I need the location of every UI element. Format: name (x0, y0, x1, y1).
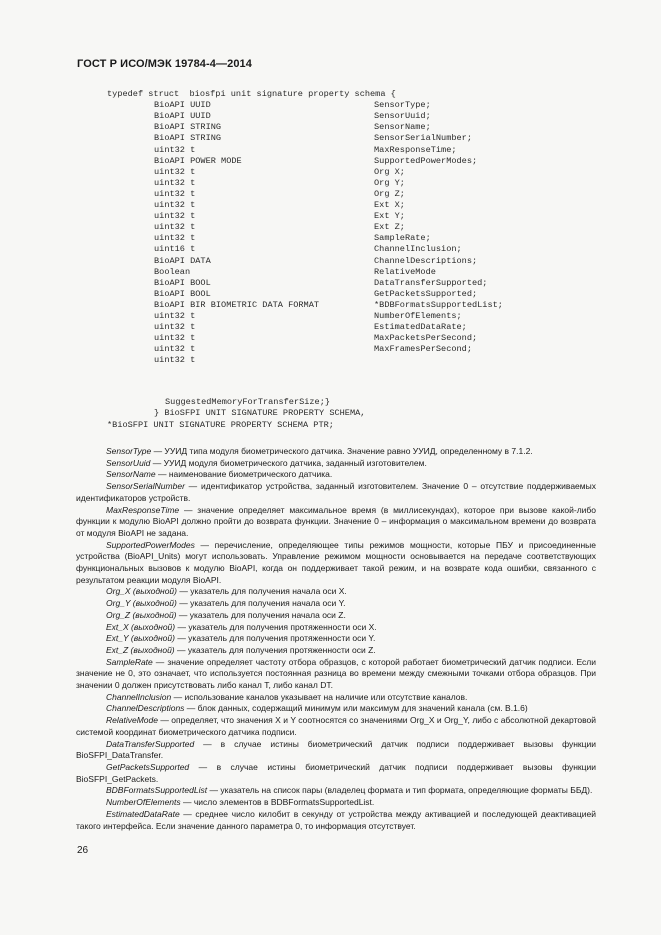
code-field-name: SensorName; (374, 122, 431, 133)
definition-term: Org_Z (выходной) (106, 609, 177, 620)
definition-text: — число элементов в BDBFormatsSupportedList. (180, 797, 375, 808)
code-field-type: uint32 t (154, 311, 196, 321)
code-field-name: *BDBFormatsSupportedList; (374, 299, 503, 310)
definition-text: — идентификатор устройства, заданный изготовителем. Значение 0 – отсутствие поддерживаемых идентификаторов устройств. (76, 481, 596, 503)
definition-item (76, 610, 596, 622)
code-suggested-memory: SuggestedMemoryForTransferSize;} (165, 397, 331, 407)
code-field-type: BioAPI DATA (154, 255, 211, 266)
definition-term: NumberOfElements (106, 797, 181, 808)
code-field-name: DataTransferSupported; (374, 277, 488, 288)
definition-text: — значение определяет частоту отбора образцов, с которой работает биометрический датчик подписи. Если значение не 0, это означает, что используется постоянная разница во времени между смежными точками отбора образцов. При значении 0 должен присутствовать либо канал T, либо канал DT. (76, 656, 596, 691)
code-field-type: uint16 t (154, 244, 196, 255)
definition-text: — указатель для получения протяженности оси Z. (174, 644, 376, 655)
code-field-type: uint32 t (154, 344, 196, 355)
definitions-list (76, 446, 596, 832)
definition-item (76, 715, 596, 738)
code-field-name: MaxResponseTime; (374, 144, 457, 155)
code-field-name: SensorUuid; (374, 111, 431, 122)
definition-term: Org_X (выходной) (106, 586, 177, 597)
definition-text: — наименование биометрического датчика. (155, 469, 333, 480)
definition-text: — значение определяет максимальное время (в миллисекундах), которое при вызове какой-либо функции к модулю BioAPI должно пройти до возврата функции. Значение 0 – информация о максимальном времени до возврата от модуля BioAPI не задана. (76, 504, 596, 538)
code-field-name: EstimatedDataRate; (374, 322, 467, 333)
definition-text: — в случае истины биометрический датчик подписи поддерживает вызовы функции BioSFPI_DataTransfer. (76, 738, 596, 761)
definition-item (76, 692, 596, 704)
definition-item (76, 505, 596, 540)
definition-text: — указатель для получения протяженности оси X. (175, 621, 377, 632)
page-number: 26 (77, 845, 89, 856)
definition-item (76, 797, 596, 809)
page-header: ГОСТ Р ИСО/МЭК 19784-4—2014 (77, 58, 252, 70)
definition-term: SupportedPowerModes (106, 539, 195, 550)
code-field-name: SampleRate; (374, 233, 431, 244)
code-typedef-open: typedef struct biosfpi unit signature property schema { (107, 89, 396, 99)
code-field-type: uint32 t (154, 333, 196, 344)
definition-text: — в случае истины биометрический датчик подписи поддерживает вызовы функции BioSFPI_GetPackets. (76, 761, 596, 784)
code-field-type: uint32 t (154, 177, 196, 188)
code-field-name: MaxFramesPerSecond; (374, 344, 472, 355)
code-field-type: BioAPI STRING (154, 133, 222, 144)
definition-term: RelativeMode (106, 715, 158, 726)
definition-term: Ext_Z (выходной) (106, 644, 175, 655)
definition-term: Org_Y (выходной) (106, 598, 177, 609)
code-field-name: Ext X; (374, 200, 405, 210)
code-ptr: *BioSFPI UNIT SIGNATURE PROPERTY SCHEMA PTR; (107, 420, 334, 430)
definition-item (76, 809, 596, 832)
definition-text: — перечисление, определяющее типы режимов мощности, которые ПБУ и присоединенные устройства (BioAPI_Units) могут использовать. Управление режимом мощности основывается на передаче соответствующих функциональных вызовов к модулю BioAPI, когда он поддерживает такой режим, и на возврате кода ошибки, связанного с результатом реакции модуля BioAPI. (76, 539, 596, 585)
definition-item (76, 645, 596, 657)
code-field-type: BioAPI POWER MODE (154, 155, 242, 166)
code-field-type: BioAPI UUID (154, 100, 211, 111)
code-close: } BioSFPI UNIT SIGNATURE PROPERTY SCHEMA, (154, 408, 366, 418)
definition-text: — указатель для получения начала оси X. (177, 586, 347, 597)
code-field-type: uint32 t (154, 211, 196, 222)
code-field-type: uint32 t (154, 233, 196, 244)
definition-text: — указатель для получения протяженности оси Y. (174, 633, 376, 644)
definition-term: BDBFormatsSupportedList (106, 785, 208, 796)
code-field-name: Org X; (374, 166, 405, 177)
code-field-type: uint32 t (154, 355, 196, 366)
code-field-name: Org Y; (374, 177, 405, 188)
definition-term: ChannelInclusion (106, 691, 172, 702)
code-field-type: BioAPI BOOL (154, 288, 211, 299)
definition-item (76, 633, 596, 645)
code-field-type: uint32 t (154, 144, 196, 155)
definition-item (76, 657, 596, 692)
definition-item (76, 622, 596, 634)
code-field-name: RelativeMode (374, 266, 436, 277)
definition-item (76, 785, 596, 797)
definition-term: Ext_X (выходной) (106, 621, 176, 632)
definition-item (76, 762, 596, 785)
definition-term: SensorUuid (106, 457, 151, 468)
definition-term: GetPacketsSupported (106, 761, 190, 772)
code-field-type: uint32 t (154, 166, 196, 177)
definition-item (76, 598, 596, 610)
definition-text: — указатель на список пары (владелец формата и тип формата, определяющие форматы ББД). (207, 785, 593, 796)
definition-text: — УУИД типа модуля биометрического датчика. Значение равно УУИД, определенному в 7.1.2. (151, 446, 533, 456)
definition-term: Ext_Y (выходной) (106, 633, 175, 644)
code-field-type: BioAPI BIR BIOMETRIC DATA FORMAT (154, 299, 320, 310)
definition-term: MaxResponseTime (106, 504, 180, 515)
definition-item (76, 446, 596, 458)
code-field-name: GetPacketsSupported; (374, 288, 478, 299)
code-field-type: uint32 t (154, 200, 196, 210)
code-field-name: Org Z; (374, 188, 405, 199)
code-field-name: NumberOfElements; (374, 311, 462, 321)
definition-text: — использование каналов указывает на наличие или отсутствие каналов. (171, 691, 468, 702)
definition-text: — среднее число килобит в секунду от устройства между активацией и последующей деактивацией такого интерфейса. Если значение данного параметра 0, то информация отсутствует. (76, 808, 596, 831)
definition-text: — определяет, что значения X и Y соотносятся со значениями Org_X и Org_Y, либо с абсолютной декартовой системой координат биометрического датчика подписи. (76, 715, 596, 737)
code-field-name: SensorSerialNumber; (374, 133, 472, 144)
code-field-name: MaxPacketsPerSecond; (374, 333, 478, 344)
definition-term: SensorName (106, 469, 156, 480)
code-field-type: BioAPI BOOL (154, 277, 211, 288)
definition-item (76, 458, 596, 470)
code-field-name: SupportedPowerModes; (374, 155, 478, 166)
definition-item (76, 703, 596, 715)
definition-item (76, 469, 596, 481)
code-field-type: uint32 t (154, 188, 196, 199)
code-field-type: Boolean (154, 266, 191, 277)
definition-term: SampleRate (106, 656, 153, 667)
code-field-name: SensorType; (374, 100, 431, 111)
definition-item (76, 481, 596, 504)
code-field-type: uint32 t (154, 322, 196, 333)
definition-term: DataTransferSupported (106, 738, 195, 749)
code-field-type: BioAPI STRING (154, 122, 222, 133)
code-field-name: Ext Y; (374, 211, 405, 222)
code-field-type: uint32 t (154, 222, 196, 233)
definition-text: — блок данных, содержащий минимум или максимум для значений канала (см. B.1.6) (184, 703, 528, 714)
definition-term: ChannelDescriptions (106, 703, 185, 714)
definition-item (76, 540, 596, 587)
code-field-name: ChannelDescriptions; (374, 255, 478, 266)
definition-term: EstimatedDataRate (106, 808, 180, 819)
definition-text: — указатель для получения начала оси Y. (176, 598, 346, 609)
definition-item (76, 586, 596, 598)
definition-item (76, 739, 596, 762)
definition-text: — указатель для получения начала оси Z. (176, 609, 346, 620)
definition-text: — УУИД модуля биометрического датчика, заданный изготовителем. (150, 457, 427, 468)
code-field-type: BioAPI UUID (154, 111, 211, 122)
code-field-name: ChannelInclusion; (374, 244, 462, 255)
definition-term: SensorType (106, 446, 152, 456)
code-field-name: Ext Z; (374, 222, 405, 233)
definition-term: SensorSerialNumber (106, 481, 185, 492)
